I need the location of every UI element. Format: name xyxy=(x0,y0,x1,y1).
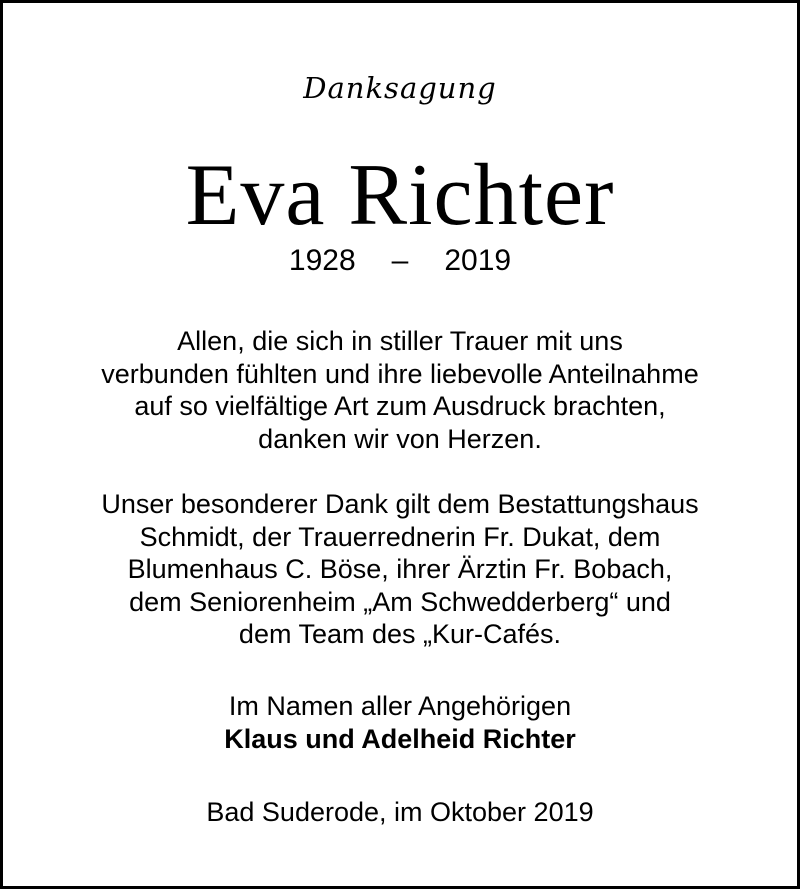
text-line: Schmidt, der Trauerrednerin Fr. Dukat, dem xyxy=(139,521,661,552)
heading: Danksagung xyxy=(303,71,497,105)
text-line: verbunden fühlten und ihre liebevolle Anteilnahme xyxy=(101,358,699,389)
text-line: dem Team des „Kur-Cafés. xyxy=(238,619,562,649)
text-line: Blumenhaus C. Böse, ihrer Ärztin Fr. Bobach, xyxy=(127,554,673,584)
place-date: Bad Suderode, im Oktober 2019 xyxy=(206,797,594,827)
text-line: Unser besonderer Dank gilt dem Bestattungshaus xyxy=(101,489,699,519)
text-line: Allen, die sich in stiller Trauer mit uns xyxy=(177,326,623,356)
signature-names: Klaus und Adelheid Richter xyxy=(224,724,576,754)
date-dash: – xyxy=(391,244,409,277)
signature-block xyxy=(3,690,797,756)
text-line: dem Seniorenheim „Am Schwedderberg“ und xyxy=(129,586,671,617)
death-year: 2019 xyxy=(444,244,512,277)
deceased-name: Eva Richter xyxy=(185,147,615,244)
signature-intro: Im Namen aller Angehörigen xyxy=(228,691,572,721)
text-line: danken wir von Herzen. xyxy=(258,423,542,454)
life-dates xyxy=(3,242,797,280)
special-thanks-paragraph xyxy=(43,488,757,651)
birth-year: 1928 xyxy=(288,244,356,277)
thanks-paragraph xyxy=(43,325,757,455)
text-line: auf so vielfältige Art zum Ausdruck brachten, xyxy=(134,391,666,421)
